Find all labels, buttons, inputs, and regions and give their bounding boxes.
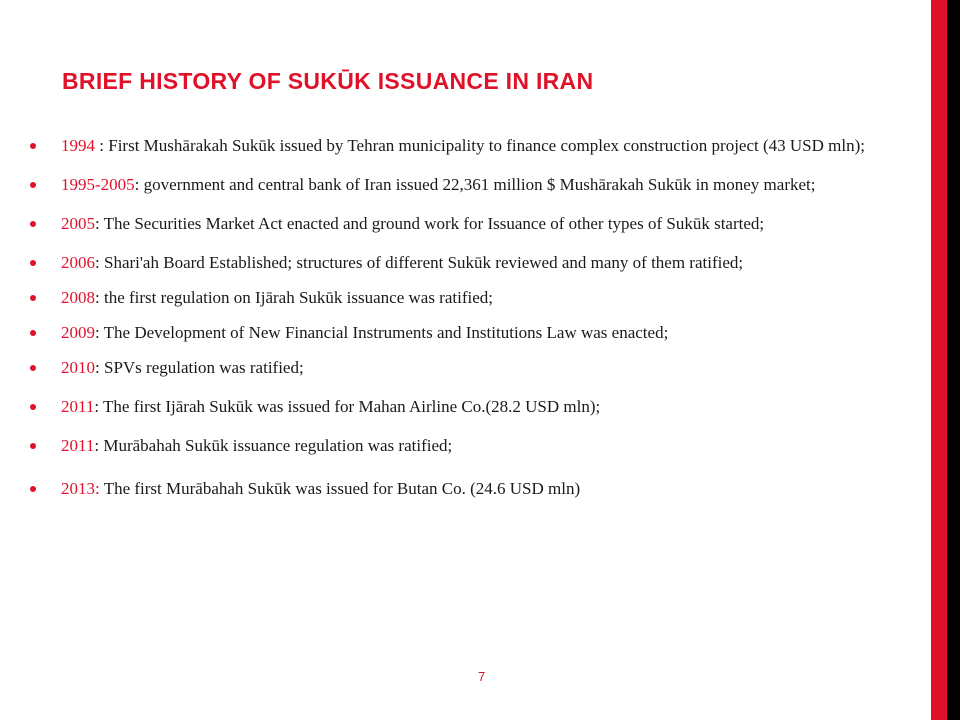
bullet-dot-icon — [30, 330, 36, 336]
bullet-dot-icon — [30, 221, 36, 227]
bullet-text: The first Murābahah Sukūk was issued for Butan Co. (24.6 USD mln) — [103, 479, 581, 498]
bullet-text: Shari'ah Board Established; structures of different Sukūk reviewed and many of them ratified; — [103, 253, 744, 272]
bullet-text: the first regulation on Ijārah Sukūk issuance was ratified; — [103, 288, 493, 307]
bullet-separator: : — [94, 436, 104, 455]
slide-title: BRIEF HISTORY OF SUKŪK ISSUANCE IN IRAN — [62, 68, 594, 94]
bullet-text: The Development of New Financial Instruments and Institutions Law was enacted; — [103, 323, 669, 342]
bullet-separator: : — [94, 397, 104, 416]
bullet-item — [30, 356, 910, 379]
bullet-year: 2011 — [61, 397, 95, 416]
bullet-year: 2009 — [61, 323, 95, 342]
bullet-year: 2011 — [61, 436, 95, 455]
bullet-year: 2005 — [61, 214, 95, 233]
bullet-dot-icon — [30, 295, 36, 301]
bullet-dot-icon — [30, 365, 36, 371]
bullet-separator: : — [95, 253, 104, 272]
bullet-item — [30, 212, 910, 235]
bullet-dot-icon — [30, 404, 36, 410]
bullet-separator: : — [95, 288, 104, 307]
bullet-text: government and central bank of Iran issued 22,361 million $ Mushārakah Sukūk in money market; — [143, 175, 816, 194]
bullet-year: 2006 — [61, 253, 95, 272]
bullet-item — [30, 321, 910, 344]
bullet-item — [30, 434, 910, 457]
bullet-text: First Mushārakah Sukūk issued by Tehran municipality to finance complex construction project (43 USD mln); — [108, 136, 865, 155]
bullet-dot-icon — [30, 443, 36, 449]
bullet-dot-icon — [30, 260, 36, 266]
bullet-item — [30, 251, 910, 274]
bullet-item — [30, 286, 910, 309]
bullet-separator: : — [95, 136, 109, 155]
bullet-item — [30, 173, 910, 196]
bullet-text: SPVs regulation was ratified; — [103, 358, 304, 377]
bullet-dot-icon — [30, 143, 36, 149]
bullet-year: 1995-2005 — [61, 175, 135, 194]
bullet-dot-icon — [30, 182, 36, 188]
bullet-separator: : — [95, 358, 104, 377]
bullet-separator: : — [95, 323, 104, 342]
bullet-list — [30, 134, 910, 500]
bullet-separator: : — [95, 214, 104, 233]
bullet-separator: : — [134, 175, 144, 194]
bullet-year: 2010 — [61, 358, 95, 377]
bullet-year: 2008 — [61, 288, 95, 307]
bullet-text: The first Ijārah Sukūk was issued for Mahan Airline Co.(28.2 USD mln); — [103, 397, 601, 416]
edge-bar-black — [947, 0, 960, 720]
edge-bar-red — [931, 0, 947, 720]
bullet-item — [30, 477, 910, 500]
bullet-item — [30, 134, 910, 157]
bullet-text: The Securities Market Act enacted and ground work for Issuance of other types of Sukūk started; — [103, 214, 765, 233]
bullet-text: Murābahah Sukūk issuance regulation was ratified; — [103, 436, 453, 455]
bullet-year: 1994 — [61, 136, 95, 155]
bullet-item — [30, 395, 910, 418]
page-number: 7 — [478, 669, 486, 684]
bullet-dot-icon — [30, 486, 36, 492]
bullet-year: 2013: — [61, 479, 100, 498]
